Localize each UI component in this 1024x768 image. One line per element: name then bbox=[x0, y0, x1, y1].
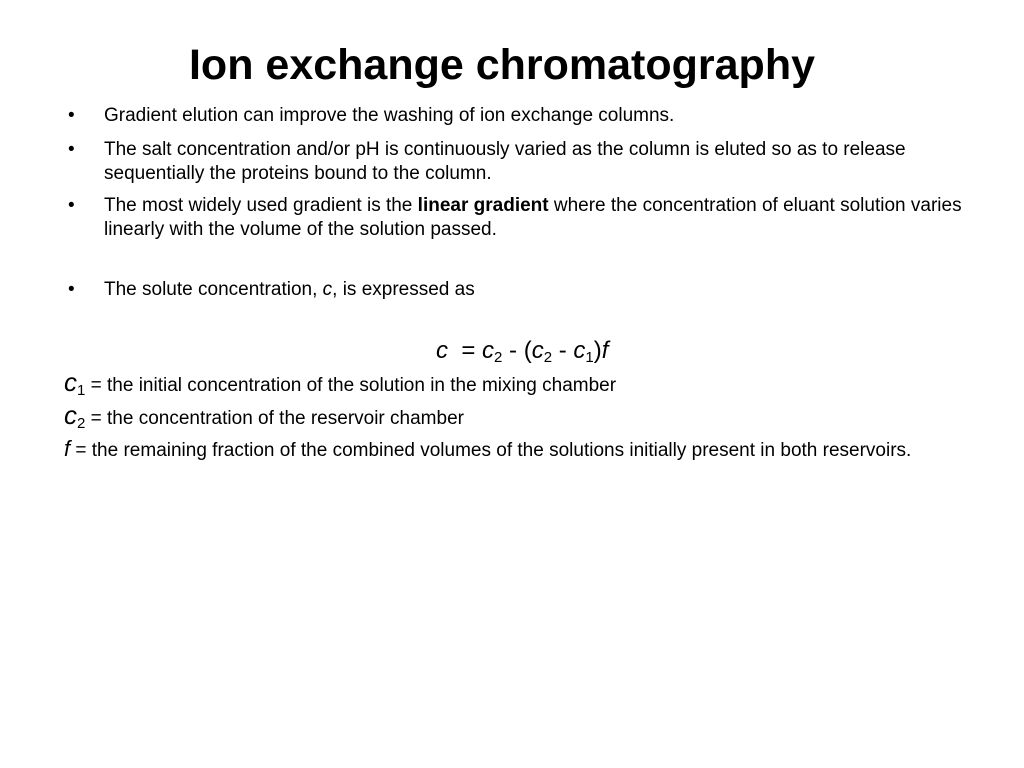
symbol-letter: c bbox=[64, 400, 77, 430]
eq-c: c bbox=[531, 337, 544, 364]
bullet-text: , is expressed as bbox=[332, 279, 475, 300]
symbol-subscript: 1 bbox=[77, 382, 86, 399]
symbol-letter: c bbox=[64, 367, 77, 397]
bullet-marker: • bbox=[68, 195, 75, 216]
eq-equals: = bbox=[461, 337, 476, 364]
bullet-item bbox=[0, 194, 1024, 242]
eq-sub: 1 bbox=[585, 349, 594, 366]
bullet-text: Gradient elution can improve the washing of ion exchange columns. bbox=[104, 105, 675, 126]
definition-item bbox=[64, 367, 964, 399]
gradient-equation bbox=[436, 336, 608, 366]
eq-sub: 2 bbox=[494, 349, 503, 366]
eq-paren: ( bbox=[523, 337, 532, 364]
bullet-item bbox=[0, 278, 1024, 302]
eq-minus: - bbox=[558, 337, 567, 364]
eq-c: c bbox=[482, 337, 495, 364]
bullet-text: where the concentration of eluant solution varies linearly with the volume of the solution passed. bbox=[104, 195, 962, 240]
bullet-text: The salt concentration and/or pH is continuously varied as the column is eluted so as to release sequentially the proteins bound to the column. bbox=[104, 139, 906, 184]
eq-lhs: c bbox=[436, 337, 448, 364]
definitions bbox=[64, 367, 964, 463]
eq-paren: ) bbox=[593, 337, 602, 364]
definition-item bbox=[64, 400, 964, 432]
definition-item bbox=[64, 436, 964, 463]
definition-text: = the concentration of the reservoir chamber bbox=[85, 408, 464, 429]
bullet-text: The most widely used gradient is the bbox=[104, 195, 418, 216]
definition-text: = the remaining fraction of the combined volumes of the solutions initially present in both reservoirs. bbox=[70, 440, 912, 461]
bullet-marker: • bbox=[68, 139, 75, 160]
symbol-subscript: 2 bbox=[77, 415, 86, 432]
bullet-bold-term: linear gradient bbox=[417, 195, 549, 216]
eq-sub: 2 bbox=[543, 349, 553, 366]
bullet-marker: • bbox=[68, 279, 75, 300]
eq-f: f bbox=[601, 337, 609, 364]
bullet-italic-term: c bbox=[322, 279, 333, 300]
definition-symbol bbox=[64, 367, 85, 397]
slide-title: Ion exchange chromatography bbox=[188, 41, 816, 89]
definition-symbol: f bbox=[64, 436, 71, 461]
bullet-list bbox=[0, 100, 1024, 302]
definition-symbol bbox=[64, 400, 85, 430]
bullet-item bbox=[0, 138, 1024, 186]
bullet-text: The solute concentration, bbox=[104, 279, 323, 300]
eq-c: c bbox=[573, 337, 586, 364]
definition-text: = the initial concentration of the solution in the mixing chamber bbox=[85, 375, 617, 396]
bullet-marker: • bbox=[68, 105, 75, 126]
eq-minus: - bbox=[509, 337, 518, 364]
bullet-item bbox=[0, 104, 1024, 128]
